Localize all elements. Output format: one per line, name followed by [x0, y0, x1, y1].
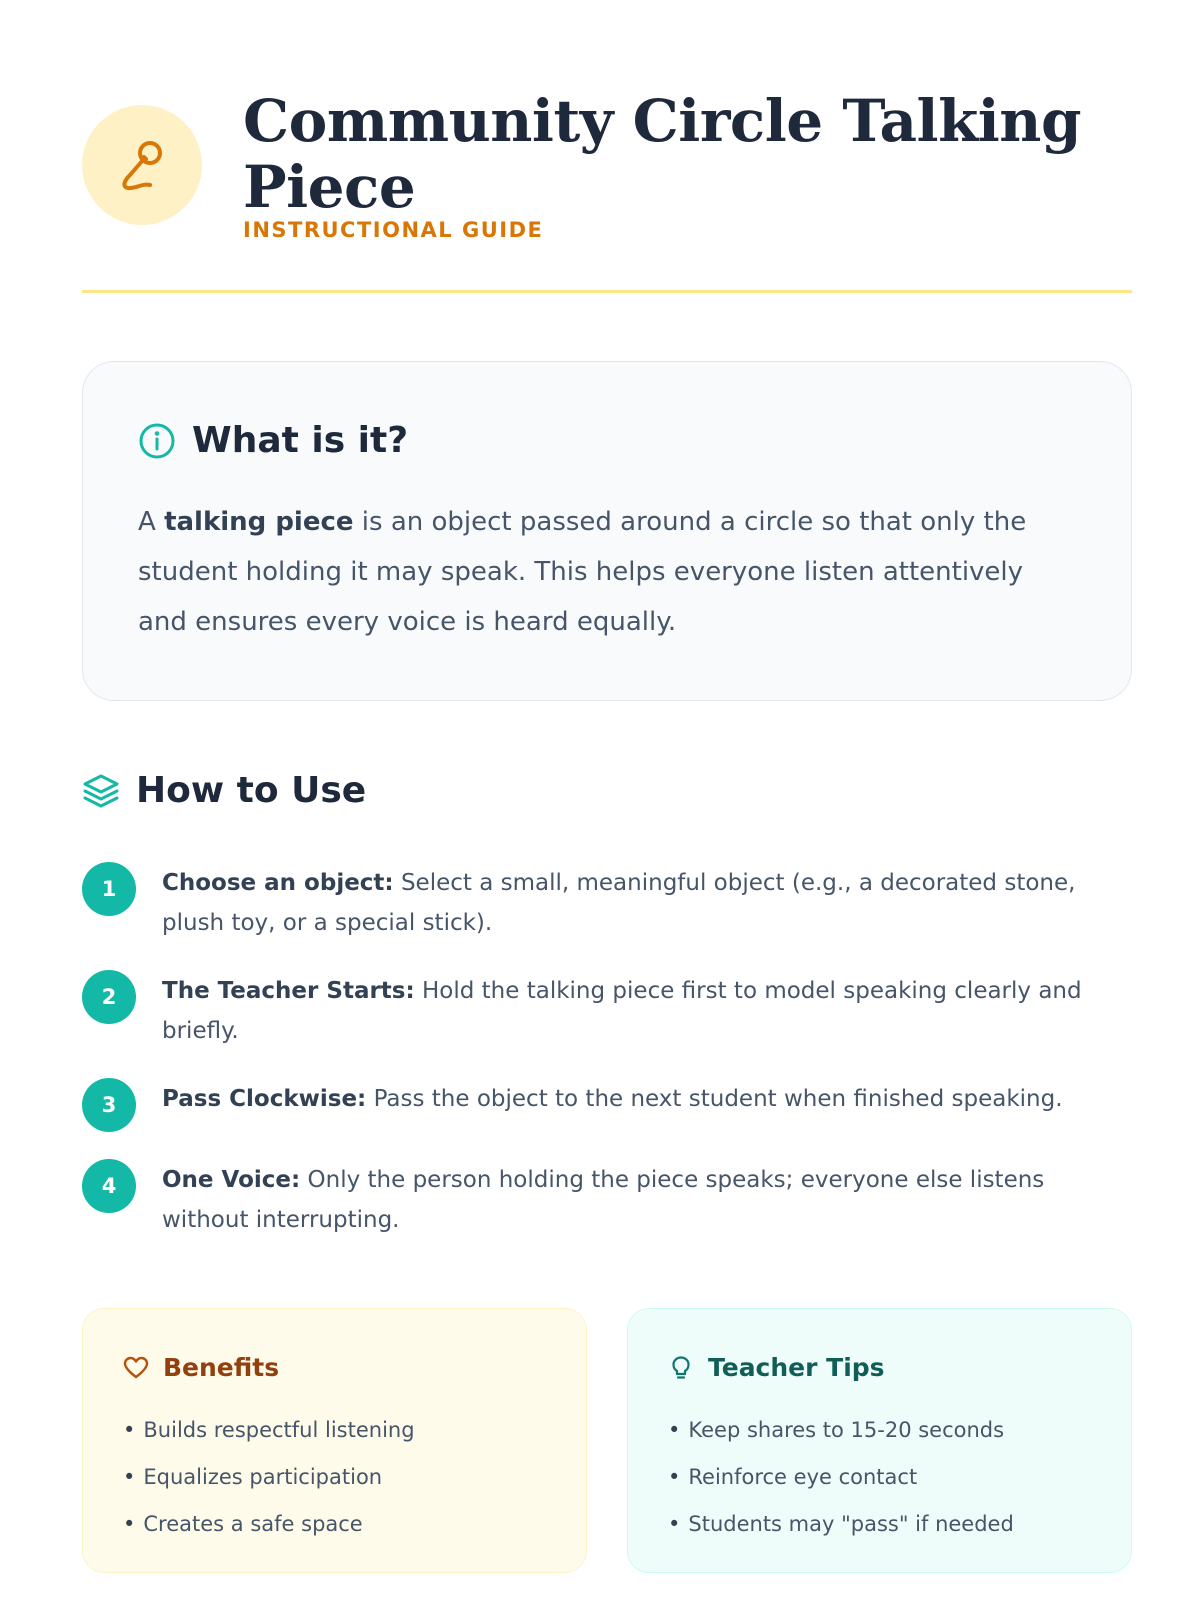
info-icon — [138, 422, 176, 460]
benefits-header — [123, 1353, 279, 1382]
step-number-badge: 1 — [82, 862, 136, 916]
step-description: Hold the talking piece first to model speaking clearly and briefly. — [162, 978, 1082, 1044]
layers-icon — [82, 772, 120, 810]
step-number-badge: 4 — [82, 1159, 136, 1213]
step-text — [162, 1079, 1102, 1119]
page-title: Community Circle Talking Piece — [243, 87, 1082, 221]
list-item: • Equalizes participation — [123, 1454, 415, 1501]
teacher-tips-header — [668, 1353, 885, 1382]
list-item: • Builds respectful listening — [123, 1407, 415, 1454]
step-label: Choose an object: — [162, 870, 394, 896]
teacher-tips-heading: Teacher Tips — [708, 1353, 885, 1382]
logo-badge — [82, 105, 202, 225]
step-label: One Voice: — [162, 1167, 301, 1193]
page-header — [82, 87, 1132, 242]
microphone-icon — [110, 133, 174, 197]
step-text — [162, 863, 1102, 943]
step-label: The Teacher Starts: — [162, 978, 415, 1004]
step-description: Pass the object to the next student when finished speaking. — [366, 1086, 1063, 1112]
list-item: • Creates a safe space — [123, 1501, 415, 1548]
description-rest: is an object passed around a circle so that only the student holding it may speak. This helps everyone listen attentively and ensures every voice is heard equally. — [138, 507, 1027, 637]
benefits-card — [82, 1308, 587, 1573]
benefits-heading: Benefits — [163, 1353, 280, 1382]
how-to-use-heading: How to Use — [136, 770, 367, 811]
step-text — [162, 1160, 1102, 1240]
description-lead: A — [138, 507, 165, 537]
what-is-it-card — [82, 361, 1132, 701]
step-label: Pass Clockwise: — [162, 1086, 367, 1112]
description-key-term: talking piece — [164, 507, 354, 537]
heart-icon — [123, 1355, 149, 1381]
how-to-use-header — [82, 770, 366, 811]
page-subtitle: INSTRUCTIONAL GUIDE — [243, 218, 544, 242]
header-divider — [82, 290, 1132, 293]
benefits-list — [123, 1407, 415, 1548]
step-description: Only the person holding the piece speaks; everyone else listens without interrupting. — [162, 1167, 1045, 1233]
step-number-badge: 3 — [82, 1078, 136, 1132]
teacher-tips-card — [627, 1308, 1132, 1573]
step-text — [162, 971, 1102, 1051]
what-is-it-heading: What is it? — [192, 420, 409, 461]
list-item: • Reinforce eye contact — [668, 1454, 1014, 1501]
what-is-it-header — [138, 420, 408, 461]
step-description: Select a small, meaningful object (e.g., a decorated stone, plush toy, or a special stick). — [162, 870, 1076, 936]
list-item: • Students may "pass" if needed — [668, 1501, 1014, 1548]
what-is-it-description — [138, 497, 1078, 647]
list-item: • Keep shares to 15-20 seconds — [668, 1407, 1014, 1454]
lightbulb-icon — [668, 1355, 694, 1381]
step-number-badge: 2 — [82, 970, 136, 1024]
teacher-tips-list — [668, 1407, 1014, 1548]
